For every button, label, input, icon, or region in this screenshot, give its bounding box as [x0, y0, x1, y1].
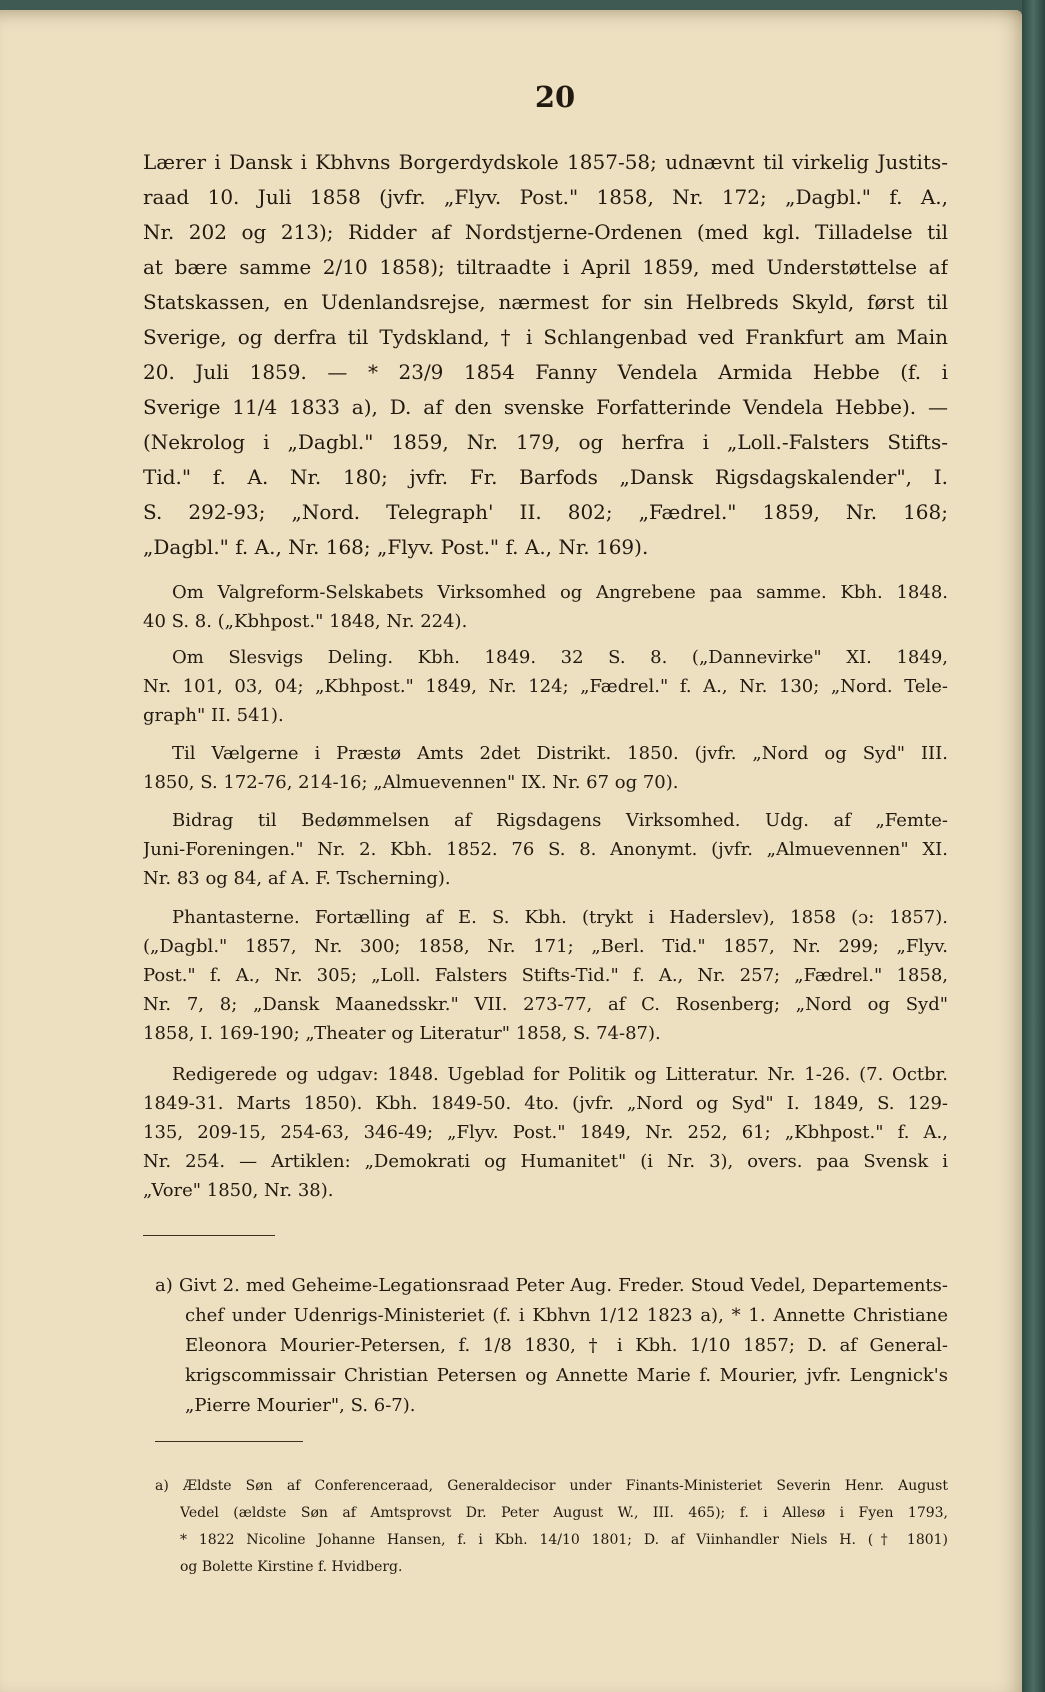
works-entry-line: 1858, I. 169-190; „Theater og Literatur" 1858, S. 74-87). [143, 1023, 661, 1044]
footnote-line: „Pierre Mourier", S. 6-7). [185, 1395, 416, 1416]
main-text-line: Sverige, og derfra til Tydskland, † i Schlangenbad ved Frankfurt am Main [143, 325, 948, 349]
footnote-line: Vedel (ældste Søn af Amtsprovst Dr. Peter August W., III. 465); f. i Allesø i Fyen 1793, [180, 1505, 948, 1521]
works-entry-line: 1850, S. 172-76, 214-16; „Almuevennen" IX. Nr. 67 og 70). [143, 772, 679, 793]
footnote-line: Eleonora Mourier-Petersen, f. 1/8 1830, † i Kbh. 1/10 1857; D. af General- [185, 1335, 948, 1356]
footnote-line: a) Givt 2. med Geheime-Legationsraad Peter Aug. Freder. Stoud Vedel, Departements- [155, 1275, 948, 1296]
page-number: 20 [534, 80, 576, 114]
main-text-line: „Dagbl." f. A., Nr. 168; „Flyv. Post." f. A., Nr. 169). [143, 535, 649, 559]
works-entry-line: Phantasterne. Fortælling af E. S. Kbh. (trykt i Haderslev), 1858 (ɔ: 1857). [172, 907, 948, 928]
works-entry-line: Redigerede og udgav: 1848. Ugeblad for Politik og Litteratur. Nr. 1-26. (7. Octbr. [172, 1064, 948, 1085]
main-text-line: Sverige 11/4 1833 a), D. af den svenske Forfatterinde Vendela Hebbe). — [143, 395, 948, 419]
works-entry-line: Nr. 101, 03, 04; „Kbhpost." 1849, Nr. 124; „Fædrel." f. A., Nr. 130; „Nord. Tele- [143, 676, 948, 697]
main-text-line: at bære samme 2/10 1858); tiltraadte i April 1859, med Understøttelse af [143, 255, 948, 279]
footnote-separator [155, 1441, 303, 1442]
works-entry-line: Bidrag til Bedømmelsen af Rigsdagens Virksomhed. Udg. af „Femte- [172, 810, 948, 831]
works-entry-line: graph" II. 541). [143, 705, 284, 726]
main-text-line: Tid." f. A. Nr. 180; jvfr. Fr. Barfods „Dansk Rigsdagskalender", I. [143, 465, 948, 489]
footnote-line: chef under Udenrigs-Ministeriet (f. i Kbhvn 1/12 1823 a), * 1. Annette Christiane [185, 1305, 948, 1326]
works-entry-line: Juni-Foreningen." Nr. 2. Kbh. 1852. 76 S. 8. Anonymt. (jvfr. „Almuevennen" XI. [143, 839, 948, 860]
footnote-separator [143, 1235, 275, 1236]
main-text-line: Lærer i Dansk i Kbhvns Borgerdydskole 1857-58; udnævnt til virkelig Justits- [143, 150, 948, 174]
footnote-line: a) Ældste Søn af Conferenceraad, Generaldecisor under Finants-Ministeriet Severin Henr. August [155, 1478, 948, 1494]
works-entry-line: Post." f. A., Nr. 305; „Loll. Falsters Stifts-Tid." f. A., Nr. 257; „Fædrel." 1858, [143, 965, 948, 986]
works-entry-line: 1849-31. Marts 1850). Kbh. 1849-50. 4to. (jvfr. „Nord og Syd" I. 1849, S. 129- [143, 1093, 948, 1114]
works-entry-line: Om Valgreform-Selskabets Virksomhed og Angrebene paa samme. Kbh. 1848. [172, 582, 948, 603]
works-entry-line: Til Vælgerne i Præstø Amts 2det Distrikt. 1850. (jvfr. „Nord og Syd" III. [172, 743, 948, 764]
main-text-line: Nr. 202 og 213); Ridder af Nordstjerne-Ordenen (med kgl. Tilladelse til [143, 220, 948, 244]
footnote-line: og Bolette Kirstine f. Hvidberg. [180, 1559, 403, 1575]
main-text-line: S. 292-93; „Nord. Telegraph' II. 802; „Fædrel." 1859, Nr. 168; [143, 500, 948, 524]
main-text-line: Statskassen, en Udenlandsrejse, nærmest for sin Helbreds Skyld, først til [143, 290, 948, 314]
works-entry-line: („Dagbl." 1857, Nr. 300; 1858, Nr. 171; „Berl. Tid." 1857, Nr. 299; „Flyv. [143, 936, 948, 957]
main-text-line: 20. Juli 1859. — * 23/9 1854 Fanny Vendela Armida Hebbe (f. i [143, 360, 948, 384]
works-entry-line: „Vore" 1850, Nr. 38). [143, 1180, 334, 1201]
works-entry-line: Nr. 83 og 84, af A. F. Tscherning). [143, 868, 451, 889]
footnote-line: krigscommissair Christian Petersen og Annette Marie f. Mourier, jvfr. Lengnick's [185, 1365, 948, 1386]
main-text-line: (Nekrolog i „Dagbl." 1859, Nr. 179, og herfra i „Loll.-Falsters Stifts- [143, 430, 948, 454]
works-entry-line: 40 S. 8. („Kbhpost." 1848, Nr. 224). [143, 611, 468, 632]
works-entry-line: Nr. 254. — Artiklen: „Demokrati og Humanitet" (i Nr. 3), overs. paa Svensk i [143, 1151, 948, 1172]
works-entry-line: Nr. 7, 8; „Dansk Maanedsskr." VII. 273-77, af C. Rosenberg; „Nord og Syd" [143, 994, 948, 1015]
works-entry-line: 135, 209-15, 254-63, 346-49; „Flyv. Post." 1849, Nr. 252, 61; „Kbhpost." f. A., [143, 1122, 948, 1143]
main-text-line: raad 10. Juli 1858 (jvfr. „Flyv. Post." 1858, Nr. 172; „Dagbl." f. A., [143, 185, 948, 209]
footnote-line: * 1822 Nicoline Johanne Hansen, f. i Kbh. 14/10 1801; D. af Viinhandler Niels H. († 1801) [180, 1532, 948, 1548]
book-spine-edge [1022, 0, 1045, 1692]
works-entry-line: Om Slesvigs Deling. Kbh. 1849. 32 S. 8. („Dannevirke" XI. 1849, [172, 647, 948, 668]
